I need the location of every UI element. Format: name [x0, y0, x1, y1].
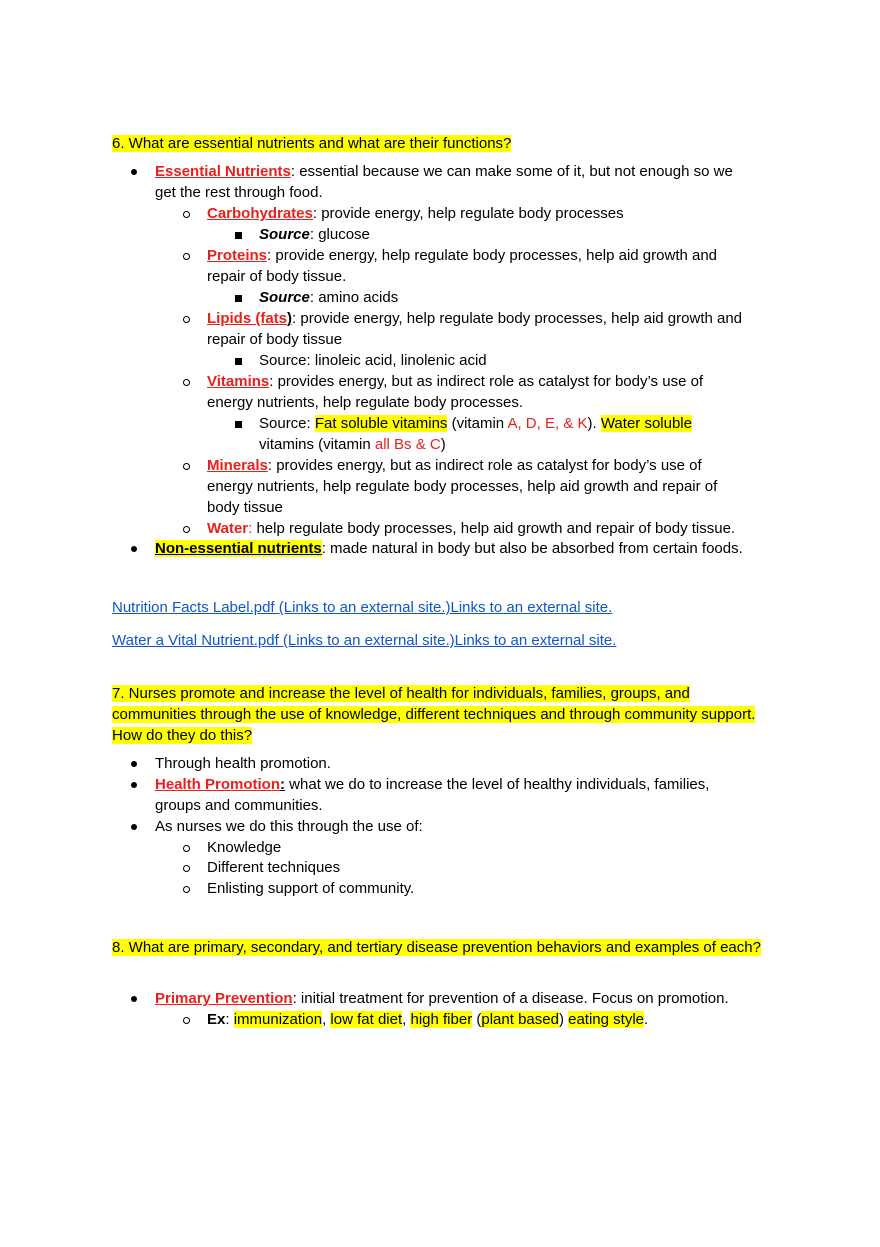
nutrition-facts-link[interactable]: Nutrition Facts Label.pdf (Links to an external site.)Links to an external site.: [112, 599, 613, 616]
list-item: Knowledge: [207, 839, 282, 856]
q7-question: 7. Nurses promote and increase the level of health for individuals, families, groups, and communities through the use of knowledge, different techniques and through community support. How do they do this?: [112, 685, 756, 744]
vitamins-item: Vitamins: provides energy, but as indirect role as catalyst for body’s use of: [207, 373, 704, 390]
nurses-use-bullet: As nurses we do this through the use of:: [155, 818, 423, 835]
bullet-square-icon: [232, 287, 244, 308]
bullet-circle-icon: [180, 1009, 192, 1030]
bullet-disc-icon: [128, 988, 140, 1009]
vitamins-source-line2: vitamins (vitamin all Bs & C): [259, 436, 446, 453]
bullet-circle-icon: [180, 371, 192, 392]
proteins-source: Source: amino acids: [259, 289, 399, 306]
bullet-circle-icon: [180, 455, 192, 476]
primary-prevention-item: Primary Prevention: initial treatment for prevention of a disease. Focus on promotion.: [155, 990, 729, 1007]
non-essential-item: Non-essential nutrients: made natural in body but also be absorbed from certain foods.: [155, 540, 743, 557]
bullet-circle-icon: [180, 518, 192, 539]
lipids-line2: repair of body tissue: [207, 331, 343, 348]
minerals-item: Minerals: provides energy, but as indirect role as catalyst for body’s use of: [207, 457, 702, 474]
health-promotion-bullet: Through health promotion.: [155, 755, 331, 772]
primary-prevention-examples: Ex: immunization, low fat diet, high fiber (plant based) eating style.: [207, 1011, 649, 1028]
bullet-circle-icon: [180, 308, 192, 329]
bullet-disc-icon: [128, 538, 140, 559]
carbohydrates-source: Source: glucose: [259, 226, 370, 243]
proteins-line2: repair of body tissue.: [207, 268, 347, 285]
bullet-circle-icon: [180, 878, 192, 899]
health-promotion-item: Health Promotion: what we do to increase the level of healthy individuals, families,: [155, 776, 710, 793]
health-promotion-line2: groups and communities.: [155, 797, 323, 814]
bullet-disc-icon: [128, 753, 140, 774]
q6-question: 6. What are essential nutrients and what are their functions?: [112, 135, 512, 152]
water-item: Water: help regulate body processes, help aid growth and repair of body tissue.: [207, 520, 736, 537]
bullet-square-icon: [232, 413, 244, 434]
lipids-source: Source: linoleic acid, linolenic acid: [259, 352, 487, 369]
list-item: Enlisting support of community.: [207, 880, 415, 897]
vitamins-source: Source: Fat soluble vitamins (vitamin A, D, E, & K). Water soluble: [259, 415, 692, 432]
lipids-item: Lipids (fats): provide energy, help regulate body processes, help aid growth and: [207, 310, 743, 327]
proteins-item: Proteins: provide energy, help regulate body processes, help aid growth and: [207, 247, 718, 264]
essential-nutrients-item: Essential Nutrients: essential because we can make some of it, but not enough so we: [155, 163, 733, 180]
bullet-disc-icon: [128, 816, 140, 837]
essential-nutrients-line2: get the rest through food.: [155, 184, 323, 201]
vitamins-line2: energy nutrients, help regulate body processes.: [207, 394, 524, 411]
bullet-circle-icon: [180, 203, 192, 224]
bullet-circle-icon: [180, 245, 192, 266]
minerals-line3: body tissue: [207, 499, 283, 516]
bullet-square-icon: [232, 350, 244, 371]
q8-question: 8. What are primary, secondary, and tertiary disease prevention behaviors and examples of each?: [112, 939, 761, 956]
bullet-square-icon: [232, 224, 244, 245]
bullet-disc-icon: [128, 161, 140, 182]
bullet-circle-icon: [180, 837, 192, 858]
list-item: Different techniques: [207, 859, 341, 876]
water-vital-nutrient-link[interactable]: Water a Vital Nutrient.pdf (Links to an external site.)Links to an external site.: [112, 632, 617, 649]
bullet-disc-icon: [128, 774, 140, 795]
minerals-line2: energy nutrients, help regulate body processes, help aid growth and repair of: [207, 478, 718, 495]
carbohydrates-item: Carbohydrates: provide energy, help regulate body processes: [207, 205, 624, 222]
bullet-circle-icon: [180, 857, 192, 878]
